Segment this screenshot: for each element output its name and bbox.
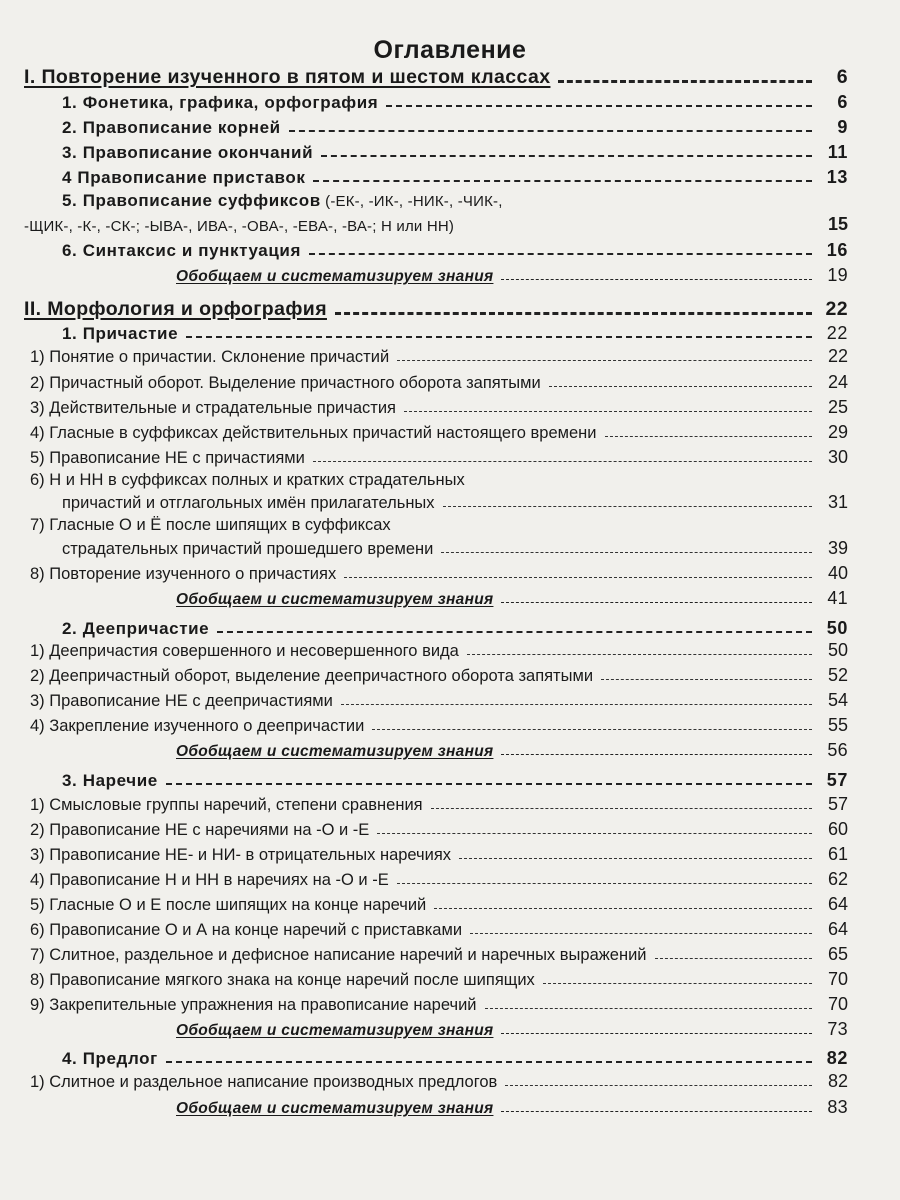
toc-entry[interactable] <box>62 92 848 113</box>
toc-item[interactable] <box>30 894 848 915</box>
section-label: II. Морфология и орфография <box>24 298 327 320</box>
dot-leader <box>186 336 812 338</box>
dot-leader <box>166 783 812 785</box>
dot-leader <box>470 933 812 934</box>
toc-item[interactable] <box>30 563 848 584</box>
page-number: 55 <box>827 715 848 735</box>
dot-leader <box>431 808 812 809</box>
dot-leader <box>309 253 812 255</box>
toc-item[interactable] <box>30 819 848 840</box>
entry-label: 4. Предлог <box>62 1049 158 1068</box>
toc-item-line1[interactable]: 7) Гласные О и Ё после шипящих в суффиксах <box>30 516 391 534</box>
entry-label: 5) Гласные О и Е после шипящих на конце наречий <box>30 896 427 914</box>
entry-label: 4) Правописание Н и НН в наречиях на -О и -Е <box>30 871 389 889</box>
page-number: 13 <box>826 167 848 187</box>
entry-label: 1) Слитное и раздельное написание производных предлогов <box>30 1073 498 1091</box>
dot-leader <box>501 279 812 280</box>
dot-leader <box>321 155 812 157</box>
toc-item[interactable] <box>30 665 848 686</box>
dot-leader <box>335 312 812 315</box>
toc-item[interactable] <box>30 869 848 890</box>
page-number: 24 <box>827 372 848 392</box>
toc-review-entry[interactable] <box>176 1019 848 1040</box>
toc-item[interactable] <box>30 794 848 815</box>
toc-item[interactable] <box>62 538 848 559</box>
dot-leader <box>605 436 813 437</box>
page-number: 57 <box>827 794 848 814</box>
toc-item[interactable] <box>30 447 848 468</box>
dot-leader <box>441 552 812 553</box>
toc-item[interactable] <box>30 372 848 393</box>
dot-leader <box>501 754 812 755</box>
page-number: 64 <box>827 894 848 914</box>
dot-leader <box>313 461 812 462</box>
dot-leader <box>397 360 812 361</box>
entry-label-continued: (-ЕК-, -ИК-, -НИК-, -ЧИК-, <box>320 193 503 210</box>
entry-label: 3) Правописание НЕ- и НИ- в отрицательных наречиях <box>30 846 452 864</box>
toc-section-1[interactable] <box>24 66 848 89</box>
dot-leader <box>549 386 812 387</box>
toc-chapter-preposition[interactable] <box>62 1048 848 1069</box>
page-number: 9 <box>837 117 848 137</box>
dot-leader <box>386 105 812 107</box>
dot-leader <box>341 704 812 705</box>
dot-leader <box>344 577 812 578</box>
dot-leader <box>313 180 812 182</box>
entry-label: Обобщаем и систематизируем знания <box>176 1022 494 1039</box>
entry-label: 1) Понятие о причастии. Склонение причастий <box>30 348 390 366</box>
dot-leader <box>459 858 812 859</box>
page-number: 29 <box>827 422 848 442</box>
entry-label: 2) Деепричастный оборот, выделение деепричастного оборота запятыми <box>30 667 594 685</box>
toc-item[interactable] <box>30 690 848 711</box>
entry-label: 3) Правописание НЕ с деепричастиями <box>30 692 333 710</box>
toc-item[interactable] <box>30 397 848 418</box>
dot-leader <box>166 1061 812 1063</box>
page-number: 52 <box>827 665 848 685</box>
entry-label: 3. Правописание окончаний <box>62 143 314 162</box>
dot-leader <box>467 654 812 655</box>
dot-leader <box>289 130 812 132</box>
entry-label: 2) Причастный оборот. Выделение причастного оборота запятыми <box>30 374 541 392</box>
entry-label: 2. Деепричастие <box>62 619 210 638</box>
page-number: 61 <box>827 844 848 864</box>
entry-label: 6. Синтаксис и пунктуация <box>62 241 301 260</box>
toc-item[interactable] <box>30 944 848 965</box>
dot-leader <box>397 883 812 884</box>
toc-item[interactable] <box>30 1071 848 1092</box>
page-number: 15 <box>827 214 848 234</box>
toc-item[interactable] <box>30 969 848 990</box>
page-number: 62 <box>827 869 848 889</box>
toc-item[interactable] <box>30 346 848 367</box>
entry-label: 2. Правописание корней <box>62 118 281 137</box>
dot-leader <box>501 1111 812 1112</box>
toc-entry[interactable] <box>62 167 848 188</box>
page-number: 70 <box>827 994 848 1014</box>
dot-leader <box>543 983 812 984</box>
toc-section-2[interactable] <box>24 298 848 321</box>
entry-label: 4) Закрепление изученного о деепричастии <box>30 717 365 735</box>
page-number: 6 <box>836 66 848 88</box>
page-number: 56 <box>827 740 848 760</box>
page-number: 57 <box>826 770 848 790</box>
page-number: 22 <box>826 323 848 343</box>
entry-label: Обобщаем и систематизируем знания <box>176 591 494 608</box>
entry-label: 1. Причастие <box>62 324 179 343</box>
entry-label: страдательных причастий прошедшего времени <box>62 540 434 558</box>
toc-item[interactable] <box>30 640 848 661</box>
entry-label: Обобщаем и систематизируем знания <box>176 1100 494 1117</box>
toc-review-entry[interactable] <box>176 1097 848 1118</box>
entry-label: 8) Повторение изученного о причастиях <box>30 565 337 583</box>
toc-item-line1[interactable]: 6) Н и НН в суффиксах полных и кратких страдательных <box>30 471 465 489</box>
dot-leader <box>601 679 812 680</box>
page-number: 64 <box>827 919 848 939</box>
page-number: 25 <box>827 397 848 417</box>
page-number: 60 <box>827 819 848 839</box>
page-number: 83 <box>827 1097 848 1117</box>
page-number: 40 <box>827 563 848 583</box>
section-label: I. Повторение изученного в пятом и шестом классах <box>24 66 551 88</box>
page-number: 50 <box>826 618 848 638</box>
entry-label: 5) Правописание НЕ с причастиями <box>30 449 305 467</box>
toc-item[interactable] <box>62 492 848 513</box>
page-number: 73 <box>827 1019 848 1039</box>
toc-chapter-adverb[interactable] <box>62 770 848 791</box>
toc-entry[interactable] <box>62 142 848 163</box>
entry-label: 1. Фонетика, графика, орфография <box>62 93 379 112</box>
toc-item[interactable] <box>30 715 848 736</box>
page-number: 39 <box>827 538 848 558</box>
page-number: 54 <box>827 690 848 710</box>
dot-leader <box>501 1033 812 1034</box>
toc-item[interactable] <box>30 422 848 443</box>
entry-label: 7) Слитное, раздельное и дефисное написание наречий и наречных выражений <box>30 946 647 964</box>
entry-label: 5. Правописание суффиксов <box>62 191 321 210</box>
page-number: 41 <box>827 588 848 608</box>
toc-entry-suffixes-line1[interactable] <box>62 191 503 211</box>
page-number: 70 <box>827 969 848 989</box>
page-number: 31 <box>827 492 848 512</box>
page-title: Оглавление <box>373 36 527 64</box>
dot-leader <box>434 908 812 909</box>
entry-label: 3) Действительные и страдательные причастия <box>30 399 396 417</box>
toc-item[interactable] <box>30 994 848 1015</box>
toc-review-entry[interactable] <box>176 265 848 286</box>
page-number: 22 <box>827 346 848 366</box>
entry-label: причастий и отглагольных имён прилагательных <box>62 494 435 512</box>
page-number: 11 <box>827 142 848 162</box>
dot-leader <box>485 1008 813 1009</box>
entry-label: 1) Смысловые группы наречий, степени сравнения <box>30 796 423 814</box>
entry-label: -ЩИК-, -К-, -СК-; -ЫВА-, ИВА-, -ОВА-, -ЕВА-, -ВА-; Н или НН) <box>24 218 455 235</box>
toc-item[interactable] <box>30 919 848 940</box>
dot-leader <box>501 602 812 603</box>
dot-leader <box>372 729 812 730</box>
page-number: 19 <box>827 265 848 285</box>
toc-review-entry[interactable] <box>176 588 848 609</box>
entry-label: 2) Правописание НЕ с наречиями на -О и -Е <box>30 821 370 839</box>
entry-label: 8) Правописание мягкого знака на конце наречий после шипящих <box>30 971 535 989</box>
page-number: 22 <box>825 298 848 320</box>
page-number: 6 <box>837 92 848 112</box>
toc-chapter-gerund[interactable] <box>62 618 848 639</box>
dot-leader <box>558 80 812 83</box>
toc-review-entry[interactable] <box>176 740 848 761</box>
toc-chapter-participle[interactable] <box>62 323 848 344</box>
dot-leader <box>443 506 812 507</box>
page-number: 16 <box>826 240 848 260</box>
page-number: 82 <box>826 1048 848 1068</box>
dot-leader <box>505 1085 812 1086</box>
entry-label: Обобщаем и систематизируем знания <box>176 268 494 285</box>
entry-label: 9) Закрепительные упражнения на правописание наречий <box>30 996 477 1014</box>
entry-label: 1) Деепричастия совершенного и несовершенного вида <box>30 642 459 660</box>
dot-leader <box>377 833 812 834</box>
toc-entry-suffixes-line2[interactable] <box>24 214 848 235</box>
page-number: 30 <box>827 447 848 467</box>
entry-label: 3. Наречие <box>62 771 158 790</box>
entry-label: 4) Гласные в суффиксах действительных причастий настоящего времени <box>30 424 597 442</box>
dot-leader <box>655 958 812 959</box>
toc-item[interactable] <box>30 844 848 865</box>
entry-label: 6) Правописание О и А на конце наречий с приставками <box>30 921 463 939</box>
page-number: 82 <box>827 1071 848 1091</box>
dot-leader <box>404 411 812 412</box>
dot-leader <box>217 631 812 633</box>
entry-label: 4 Правописание приставок <box>62 168 306 187</box>
entry-label: Обобщаем и систематизируем знания <box>176 743 494 760</box>
toc-entry[interactable] <box>62 117 848 138</box>
page-number: 50 <box>827 640 848 660</box>
page-number: 65 <box>827 944 848 964</box>
toc-entry[interactable] <box>62 240 848 261</box>
